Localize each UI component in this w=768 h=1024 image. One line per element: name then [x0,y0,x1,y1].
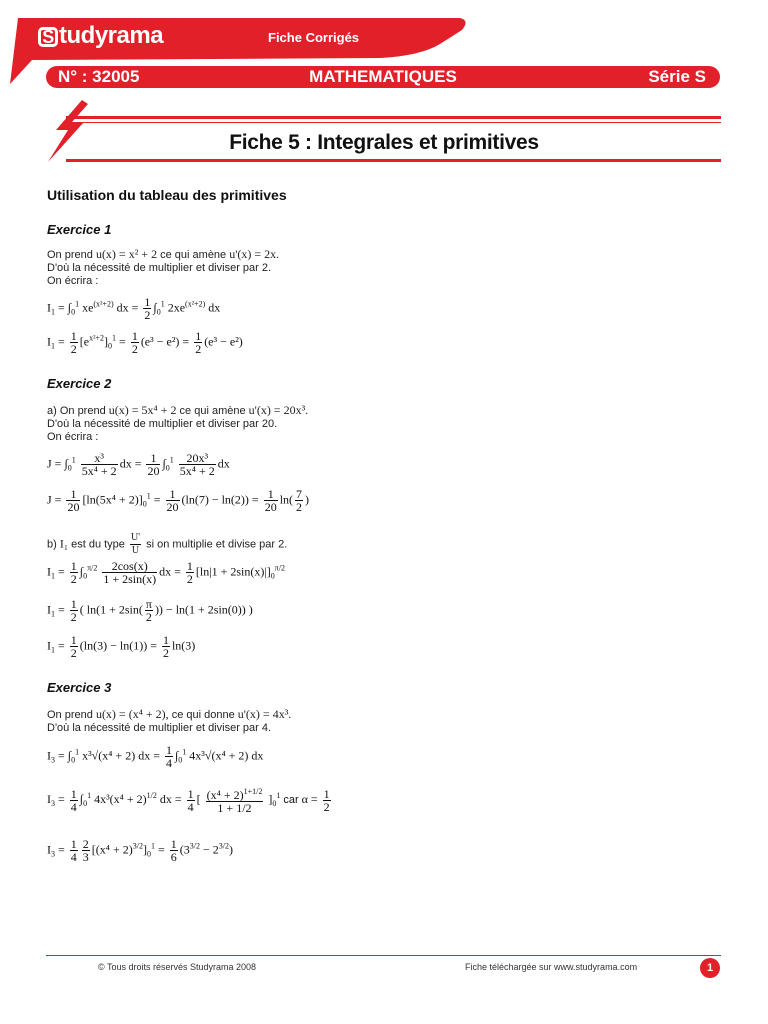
exercise-2-b-text: b) I₁ est du type $\frac{U'}{U}$ si on multiplie et divise par 2. [47,532,288,556]
exercise-1-text: On prend u(x) = x² + 2 ce qui amène u'(x) = 2x. D'où la nécessité de multiplier et diviser par 2. On écrira : [47,247,280,287]
serie-label: Série S [648,67,706,86]
exercise-3-text: On prend u(x) = (x⁴ + 2), ce qui donne u'(x) = 4x³. D'où la nécessité de multiplier et diviser par 4. [47,707,292,734]
exercise-2-title: Exercice 2 [47,376,112,391]
formula-ex2-1: $J = \int_0^1$ $\frac{\text{x³}}{\text{5x⁴ + 2}}$ dx = $\frac{1}{20}$ $\int_0^1$ $\frac{\text{20x³}}{\text{5x⁴ + 2}}$ dx [47,451,230,478]
download-link[interactable]: Fiche téléchargée sur www.studyrama.com [465,962,638,972]
header-banner [0,0,768,60]
formula-ex2-5: $I_1$ = $\frac{1}{2}$ (ln(3) − ln(1)) = $\frac{1}{2}$ ln(3) [47,633,196,660]
title-rule-top [66,116,721,119]
fiche-number: N° : 32005 [58,67,140,86]
subject-label: MATHEMATIQUES [309,67,457,86]
formula-ex2-2: J = $\frac{1}{20}$ $[\ln(5x^4 + 2)]_0^1$ = $\frac{1}{20}$ (ln(7) − ln(2)) = $\frac{1}{20}$ ln( $\frac{7}{2}$ ) [47,487,310,514]
copyright-text: © Tous droits réservés Studyrama 2008 [98,962,257,972]
formula-ex3-1: $I_3 = \int_0^1$ x³√(x⁴ + 2) dx = $\frac{1}{4}$ $\int_0^1$ 4x³√(x⁴ + 2) dx [47,743,264,770]
section-title: Utilisation du tableau des primitives [47,187,287,203]
formula-ex2-4: $I_1$ = $\frac{1}{2}$ ( ln(1 + 2sin( $\frac{\pi}{2}$ )) − ln(1 + 2sin(0)) ) [47,597,253,624]
studyrama-logo[interactable]: S tudyrama [38,22,163,50]
footer-rule [46,955,721,956]
formula-ex2-3: $I_1$ = $\frac{1}{2}$ $\int_0^{\pi/2}$ $\frac{2\cos(x)}{1 + 2\sin(x)}$ dx = $\frac{1}{2}$ $[\ln|1 + 2\sin(x)|]_0^{\pi/2}$ [47,559,286,586]
title-rule-top-thin [66,122,721,123]
formula-ex1-1: $I_1 = \int_0^1$ $xe^{(x^2+2)}$ dx = $\frac{1}{2}$ $\int_0^1$ $2xe^{(x^2+2)}$ dx [47,295,221,322]
page-title: Fiche 5 : Integrales et primitives [229,131,539,154]
title-rule-bottom [66,159,721,162]
formula-ex3-3: $I_3$ = $\frac{1}{4}$ $\frac{2}{3}$ $[(x^4 + 2)^{3/2}]_0^1$ = $\frac{1}{6}$ $(3^{3/2} - 2^{3/2})$ [47,837,233,864]
fiche-type-label: Fiche Corrigés [268,30,360,45]
exercise-2-text: a) On prend u(x) = 5x⁴ + 2 ce qui amène u'(x) = 20x³. D'où la nécessité de multiplier et diviser par 20. On écrira : [47,403,309,443]
page-number-badge: 1 [700,958,720,978]
info-bar [46,66,720,88]
exercise-1-title: Exercice 1 [47,222,112,237]
formula-ex1-2: $I_1$ = $\frac{1}{2}$ $[e^{x^2+2}]_0^1$ = $\frac{1}{2}$ (e³ − e²) = $\frac{1}{2}$ (e³ − e²) [47,329,243,356]
formula-ex3-2: $I_3$ = $\frac{1}{4}$ $\int_0^1$ $4x^3(x^4 + 2)^{1/2}$ dx = $\frac{1}{4}$ [ $\frac{(x^4 + 2)^{1+1/2}}{1 + 1/2}$ ]$_0^1$ car α = $\frac{1}{2}$ [47,786,330,815]
exercise-3-title: Exercice 3 [47,680,112,695]
